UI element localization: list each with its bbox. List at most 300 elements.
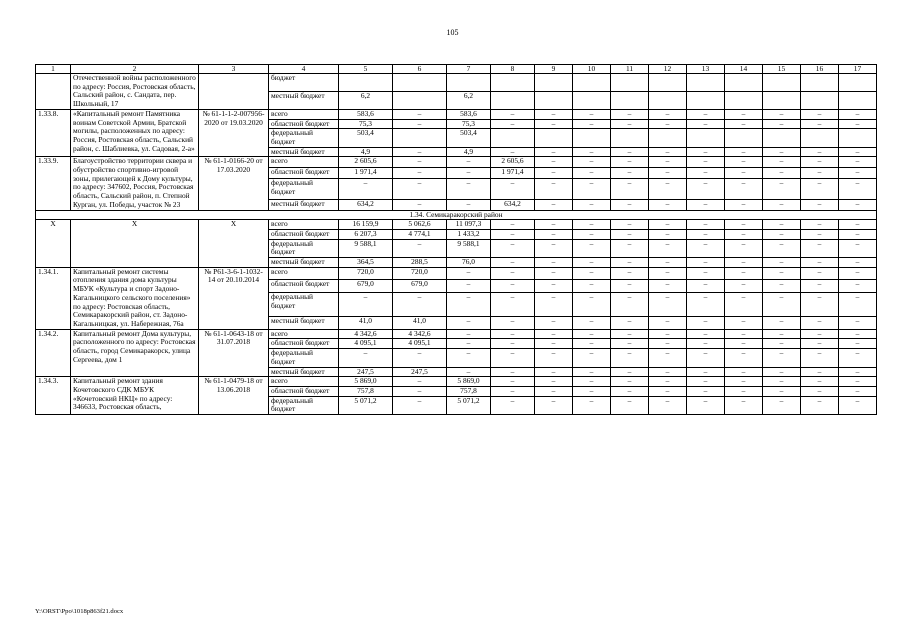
amount-cell-col-14: – bbox=[725, 147, 763, 157]
amount-cell-col-13: – bbox=[687, 258, 725, 268]
amount-cell-col-9: – bbox=[535, 119, 573, 129]
column-number-4: 4 bbox=[269, 65, 339, 74]
column-number-12: 12 bbox=[649, 65, 687, 74]
funding-source-cell: бюджет bbox=[269, 74, 339, 92]
amount-cell-col-15: – bbox=[763, 367, 801, 377]
amount-cell-col-17: – bbox=[839, 280, 877, 293]
amount-cell-col-16: – bbox=[801, 157, 839, 168]
amount-cell-col-17: – bbox=[839, 293, 877, 317]
amount-cell-col-12 bbox=[649, 74, 687, 92]
funding-source-cell: федеральный бюджет bbox=[269, 396, 339, 414]
amount-cell-col-14 bbox=[725, 74, 763, 92]
budget-row bbox=[36, 109, 877, 119]
amount-cell-col-14: – bbox=[725, 267, 763, 280]
funding-source-cell: всего bbox=[269, 157, 339, 168]
amount-cell-col-7: – bbox=[447, 293, 491, 317]
budget-row bbox=[36, 220, 877, 230]
amount-cell-col-11: – bbox=[611, 329, 649, 339]
amount-cell-col-14: – bbox=[725, 377, 763, 387]
amount-cell-col-10: – bbox=[573, 157, 611, 168]
amount-cell-col-12: – bbox=[649, 199, 687, 210]
amount-cell-col-14: – bbox=[725, 396, 763, 414]
amount-cell-col-11 bbox=[611, 91, 649, 109]
amount-cell-col-17: – bbox=[839, 396, 877, 414]
amount-cell-col-17: – bbox=[839, 267, 877, 280]
amount-cell-col-11: – bbox=[611, 377, 649, 387]
amount-cell-col-16: – bbox=[801, 168, 839, 179]
amount-cell-col-7: 9 588,1 bbox=[447, 239, 491, 257]
amount-cell-col-16 bbox=[801, 129, 839, 147]
column-number-2: 2 bbox=[71, 65, 199, 74]
amount-cell-col-10: – bbox=[573, 220, 611, 230]
amount-cell-col-12: – bbox=[649, 339, 687, 349]
amount-cell-col-7: 1 433,2 bbox=[447, 229, 491, 239]
amount-cell-col-6: 720,0 bbox=[393, 267, 447, 280]
amount-cell-col-13: – bbox=[687, 147, 725, 157]
amount-cell-col-5: 5 869,0 bbox=[339, 377, 393, 387]
amount-cell-col-5: 679,0 bbox=[339, 280, 393, 293]
amount-cell-col-12: – bbox=[649, 329, 687, 339]
funding-source-cell: областной бюджет bbox=[269, 168, 339, 179]
amount-cell-col-12: – bbox=[649, 377, 687, 387]
amount-cell-col-13: – bbox=[687, 280, 725, 293]
amount-cell-col-11: – bbox=[611, 317, 649, 330]
funding-source-cell: всего bbox=[269, 109, 339, 119]
amount-cell-col-8: – bbox=[491, 119, 535, 129]
amount-cell-col-17: – bbox=[839, 109, 877, 119]
amount-cell-col-15: – bbox=[763, 396, 801, 414]
amount-cell-col-7: 583,6 bbox=[447, 109, 491, 119]
amount-cell-col-6: 679,0 bbox=[393, 280, 447, 293]
amount-cell-col-5: 364,5 bbox=[339, 258, 393, 268]
item-number-cell: 1.34.1. bbox=[36, 267, 71, 329]
amount-cell-col-13 bbox=[687, 129, 725, 147]
budget-row bbox=[36, 74, 877, 92]
amount-cell-col-7: – bbox=[447, 349, 491, 367]
amount-cell-col-10: – bbox=[573, 179, 611, 200]
amount-cell-col-6 bbox=[393, 129, 447, 147]
amount-cell-col-15: – bbox=[763, 267, 801, 280]
amount-cell-col-14: – bbox=[725, 199, 763, 210]
amount-cell-col-15: – bbox=[763, 377, 801, 387]
amount-cell-col-12: – bbox=[649, 396, 687, 414]
amount-cell-col-13: – bbox=[687, 317, 725, 330]
amount-cell-col-7: – bbox=[447, 317, 491, 330]
amount-cell-col-11: – bbox=[611, 396, 649, 414]
amount-cell-col-7: 4,9 bbox=[447, 147, 491, 157]
amount-cell-col-16: – bbox=[801, 109, 839, 119]
amount-cell-col-17: – bbox=[839, 229, 877, 239]
amount-cell-col-8: 634,2 bbox=[491, 199, 535, 210]
column-number-15: 15 bbox=[763, 65, 801, 74]
amount-cell-col-5: 757,8 bbox=[339, 386, 393, 396]
item-number-cell: Х bbox=[36, 220, 71, 268]
amount-cell-col-6: 41,0 bbox=[393, 317, 447, 330]
amount-cell-col-12: – bbox=[649, 119, 687, 129]
amount-cell-col-11: – bbox=[611, 147, 649, 157]
amount-cell-col-9: – bbox=[535, 258, 573, 268]
amount-cell-col-10: – bbox=[573, 109, 611, 119]
item-number-cell: 1.33.9. bbox=[36, 157, 71, 210]
amount-cell-col-16: – bbox=[801, 220, 839, 230]
amount-cell-col-11: – bbox=[611, 199, 649, 210]
amount-cell-col-13: – bbox=[687, 199, 725, 210]
amount-cell-col-15: – bbox=[763, 229, 801, 239]
amount-cell-col-15: – bbox=[763, 293, 801, 317]
funding-source-cell: областной бюджет bbox=[269, 229, 339, 239]
amount-cell-col-16: – bbox=[801, 386, 839, 396]
amount-cell-col-15: – bbox=[763, 157, 801, 168]
amount-cell-col-8: – bbox=[491, 229, 535, 239]
amount-cell-col-7 bbox=[447, 74, 491, 92]
amount-cell-col-6 bbox=[393, 74, 447, 92]
object-name-cell: Капитальный ремонт Дома культуры, расположенного по адресу: Ростовская область, город Семикаракорск, улица Сергеева, дом 1 bbox=[71, 329, 199, 377]
amount-cell-col-8: – bbox=[491, 179, 535, 200]
amount-cell-col-12: – bbox=[649, 179, 687, 200]
amount-cell-col-13: – bbox=[687, 119, 725, 129]
amount-cell-col-17: – bbox=[839, 199, 877, 210]
amount-cell-col-6: 288,5 bbox=[393, 258, 447, 268]
amount-cell-col-5: 503,4 bbox=[339, 129, 393, 147]
amount-cell-col-14: – bbox=[725, 339, 763, 349]
amount-cell-col-14: – bbox=[725, 157, 763, 168]
amount-cell-col-7: 6,2 bbox=[447, 91, 491, 109]
funding-source-cell: местный бюджет bbox=[269, 147, 339, 157]
amount-cell-col-9: – bbox=[535, 280, 573, 293]
amount-cell-col-16 bbox=[801, 91, 839, 109]
amount-cell-col-10 bbox=[573, 91, 611, 109]
amount-cell-col-16: – bbox=[801, 199, 839, 210]
amount-cell-col-8: – bbox=[491, 377, 535, 387]
amount-cell-col-14: – bbox=[725, 168, 763, 179]
amount-cell-col-5: 4 095,1 bbox=[339, 339, 393, 349]
amount-cell-col-9: – bbox=[535, 339, 573, 349]
amount-cell-col-12 bbox=[649, 91, 687, 109]
budget-row bbox=[36, 157, 877, 168]
amount-cell-col-10: – bbox=[573, 339, 611, 349]
amount-cell-col-6: – bbox=[393, 109, 447, 119]
amount-cell-col-15: – bbox=[763, 168, 801, 179]
amount-cell-col-12: – bbox=[649, 109, 687, 119]
amount-cell-col-12: – bbox=[649, 258, 687, 268]
amount-cell-col-17 bbox=[839, 74, 877, 92]
amount-cell-col-5: 6,2 bbox=[339, 91, 393, 109]
amount-cell-col-13: – bbox=[687, 367, 725, 377]
amount-cell-col-16: – bbox=[801, 349, 839, 367]
amount-cell-col-17: – bbox=[839, 179, 877, 200]
amount-cell-col-9: – bbox=[535, 239, 573, 257]
amount-cell-col-13: – bbox=[687, 168, 725, 179]
amount-cell-col-7: 76,0 bbox=[447, 258, 491, 268]
amount-cell-col-17: – bbox=[839, 386, 877, 396]
funding-source-cell: областной бюджет bbox=[269, 280, 339, 293]
amount-cell-col-11: – bbox=[611, 109, 649, 119]
amount-cell-col-9: – bbox=[535, 147, 573, 157]
amount-cell-col-17: – bbox=[839, 349, 877, 367]
amount-cell-col-15 bbox=[763, 74, 801, 92]
amount-cell-col-16: – bbox=[801, 239, 839, 257]
amount-cell-col-11: – bbox=[611, 267, 649, 280]
amount-cell-col-15: – bbox=[763, 339, 801, 349]
amount-cell-col-14: – bbox=[725, 109, 763, 119]
column-number-row bbox=[36, 65, 877, 74]
amount-cell-col-13: – bbox=[687, 339, 725, 349]
object-name-cell: Капитальный ремонт здания Кочетовского СДК МБУК «Кочетовский НКЦ» по адресу: 346633, Ростовская область, bbox=[71, 377, 199, 415]
amount-cell-col-5: 247,5 bbox=[339, 367, 393, 377]
amount-cell-col-9: – bbox=[535, 293, 573, 317]
amount-cell-col-11: – bbox=[611, 349, 649, 367]
amount-cell-col-10 bbox=[573, 74, 611, 92]
amount-cell-col-11: – bbox=[611, 179, 649, 200]
amount-cell-col-12: – bbox=[649, 349, 687, 367]
amount-cell-col-16: – bbox=[801, 339, 839, 349]
amount-cell-col-12: – bbox=[649, 147, 687, 157]
amount-cell-col-14: – bbox=[725, 229, 763, 239]
amount-cell-col-12: – bbox=[649, 157, 687, 168]
column-number-7: 7 bbox=[447, 65, 491, 74]
amount-cell-col-12: – bbox=[649, 168, 687, 179]
amount-cell-col-16: – bbox=[801, 229, 839, 239]
amount-cell-col-7: 5 071,2 bbox=[447, 396, 491, 414]
amount-cell-col-17: – bbox=[839, 367, 877, 377]
amount-cell-col-13: – bbox=[687, 396, 725, 414]
amount-cell-col-17: – bbox=[839, 329, 877, 339]
amount-cell-col-12: – bbox=[649, 220, 687, 230]
amount-cell-col-6: – bbox=[393, 293, 447, 317]
item-number-cell: 1.34.2. bbox=[36, 329, 71, 377]
amount-cell-col-5: 6 207,3 bbox=[339, 229, 393, 239]
amount-cell-col-15: – bbox=[763, 386, 801, 396]
section-header-row bbox=[36, 210, 877, 220]
amount-cell-col-10: – bbox=[573, 396, 611, 414]
page-number: 105 bbox=[446, 28, 459, 37]
amount-cell-col-7: 75,3 bbox=[447, 119, 491, 129]
amount-cell-col-5: 1 971,4 bbox=[339, 168, 393, 179]
amount-cell-col-13: – bbox=[687, 267, 725, 280]
amount-cell-col-15 bbox=[763, 129, 801, 147]
budget-table bbox=[35, 64, 877, 415]
amount-cell-col-13: – bbox=[687, 179, 725, 200]
amount-cell-col-7: 757,8 bbox=[447, 386, 491, 396]
file-path-footer: Y:\ORST\Ppo\1018p863f21.docx bbox=[35, 608, 124, 615]
amount-cell-col-12: – bbox=[649, 293, 687, 317]
column-number-11: 11 bbox=[611, 65, 649, 74]
document-cell: № 61-1-0479-18 от 13.06.2018 bbox=[199, 377, 269, 415]
document-cell: Х bbox=[199, 220, 269, 268]
amount-cell-col-14: – bbox=[725, 349, 763, 367]
amount-cell-col-17: – bbox=[839, 119, 877, 129]
amount-cell-col-9: – bbox=[535, 267, 573, 280]
column-number-1: 1 bbox=[36, 65, 71, 74]
amount-cell-col-9: – bbox=[535, 329, 573, 339]
amount-cell-col-10: – bbox=[573, 386, 611, 396]
amount-cell-col-8: – bbox=[491, 147, 535, 157]
column-number-14: 14 bbox=[725, 65, 763, 74]
amount-cell-col-5: 75,3 bbox=[339, 119, 393, 129]
funding-source-cell: областной бюджет bbox=[269, 339, 339, 349]
amount-cell-col-11: – bbox=[611, 293, 649, 317]
amount-cell-col-8: – bbox=[491, 293, 535, 317]
amount-cell-col-14: – bbox=[725, 239, 763, 257]
table-body bbox=[36, 74, 877, 415]
amount-cell-col-5: 583,6 bbox=[339, 109, 393, 119]
funding-source-cell: местный бюджет bbox=[269, 91, 339, 109]
amount-cell-col-7: 503,4 bbox=[447, 129, 491, 147]
amount-cell-col-13: – bbox=[687, 386, 725, 396]
amount-cell-col-17: – bbox=[839, 147, 877, 157]
amount-cell-col-13 bbox=[687, 74, 725, 92]
amount-cell-col-7: – bbox=[447, 168, 491, 179]
amount-cell-col-10: – bbox=[573, 377, 611, 387]
document-cell bbox=[199, 74, 269, 110]
amount-cell-col-9 bbox=[535, 129, 573, 147]
amount-cell-col-10: – bbox=[573, 317, 611, 330]
amount-cell-col-10: – bbox=[573, 199, 611, 210]
amount-cell-col-17: – bbox=[839, 377, 877, 387]
amount-cell-col-11 bbox=[611, 129, 649, 147]
amount-cell-col-8: – bbox=[491, 258, 535, 268]
amount-cell-col-17 bbox=[839, 129, 877, 147]
amount-cell-col-16: – bbox=[801, 396, 839, 414]
amount-cell-col-13: – bbox=[687, 329, 725, 339]
amount-cell-col-9: – bbox=[535, 157, 573, 168]
amount-cell-col-8: – bbox=[491, 267, 535, 280]
amount-cell-col-11: – bbox=[611, 119, 649, 129]
funding-source-cell: всего bbox=[269, 220, 339, 230]
amount-cell-col-5: 9 588,1 bbox=[339, 239, 393, 257]
amount-cell-col-5: – bbox=[339, 349, 393, 367]
amount-cell-col-15: – bbox=[763, 109, 801, 119]
amount-cell-col-10: – bbox=[573, 168, 611, 179]
amount-cell-col-15: – bbox=[763, 258, 801, 268]
amount-cell-col-12: – bbox=[649, 367, 687, 377]
amount-cell-col-8: – bbox=[491, 220, 535, 230]
amount-cell-col-15: – bbox=[763, 239, 801, 257]
amount-cell-col-6 bbox=[393, 91, 447, 109]
amount-cell-col-14: – bbox=[725, 179, 763, 200]
amount-cell-col-13: – bbox=[687, 220, 725, 230]
amount-cell-col-5 bbox=[339, 74, 393, 92]
amount-cell-col-11 bbox=[611, 74, 649, 92]
amount-cell-col-12: – bbox=[649, 229, 687, 239]
amount-cell-col-7: – bbox=[447, 179, 491, 200]
amount-cell-col-16: – bbox=[801, 258, 839, 268]
amount-cell-col-13: – bbox=[687, 349, 725, 367]
amount-cell-col-16: – bbox=[801, 147, 839, 157]
funding-source-cell: федеральный бюджет bbox=[269, 349, 339, 367]
amount-cell-col-5: – bbox=[339, 293, 393, 317]
amount-cell-col-6: – bbox=[393, 349, 447, 367]
amount-cell-col-9: – bbox=[535, 377, 573, 387]
column-number-10: 10 bbox=[573, 65, 611, 74]
amount-cell-col-14: – bbox=[725, 367, 763, 377]
amount-cell-col-6: – bbox=[393, 396, 447, 414]
amount-cell-col-8: – bbox=[491, 239, 535, 257]
column-number-16: 16 bbox=[801, 65, 839, 74]
amount-cell-col-10: – bbox=[573, 267, 611, 280]
column-number-3: 3 bbox=[199, 65, 269, 74]
funding-source-cell: федеральный бюджет bbox=[269, 293, 339, 317]
amount-cell-col-5: 720,0 bbox=[339, 267, 393, 280]
amount-cell-col-7: – bbox=[447, 339, 491, 349]
amount-cell-col-12: – bbox=[649, 317, 687, 330]
amount-cell-col-7: – bbox=[447, 267, 491, 280]
amount-cell-col-14: – bbox=[725, 119, 763, 129]
amount-cell-col-9: – bbox=[535, 220, 573, 230]
funding-source-cell: местный бюджет bbox=[269, 317, 339, 330]
amount-cell-col-9 bbox=[535, 91, 573, 109]
amount-cell-col-14 bbox=[725, 91, 763, 109]
amount-cell-col-13: – bbox=[687, 377, 725, 387]
amount-cell-col-10: – bbox=[573, 329, 611, 339]
amount-cell-col-15: – bbox=[763, 199, 801, 210]
amount-cell-col-9 bbox=[535, 74, 573, 92]
amount-cell-col-9: – bbox=[535, 168, 573, 179]
amount-cell-col-9: – bbox=[535, 367, 573, 377]
amount-cell-col-12: – bbox=[649, 280, 687, 293]
funding-source-cell: всего bbox=[269, 377, 339, 387]
object-name-cell: Отечественной войны расположенного по адресу: Россия, Ростовская область, Сальский район, с. Сандата, пер. Школьный, 17 bbox=[71, 74, 199, 110]
amount-cell-col-8: – bbox=[491, 280, 535, 293]
amount-cell-col-8: – bbox=[491, 329, 535, 339]
amount-cell-col-11: – bbox=[611, 168, 649, 179]
amount-cell-col-10: – bbox=[573, 349, 611, 367]
amount-cell-col-6: – bbox=[393, 119, 447, 129]
item-number-cell: 1.33.8. bbox=[36, 109, 71, 157]
amount-cell-col-8: – bbox=[491, 367, 535, 377]
amount-cell-col-11: – bbox=[611, 220, 649, 230]
funding-source-cell: всего bbox=[269, 267, 339, 280]
amount-cell-col-13: – bbox=[687, 109, 725, 119]
column-number-17: 17 bbox=[839, 65, 877, 74]
funding-source-cell: федеральный бюджет bbox=[269, 239, 339, 257]
amount-cell-col-6: 5 062,6 bbox=[393, 220, 447, 230]
amount-cell-col-13 bbox=[687, 91, 725, 109]
amount-cell-col-8 bbox=[491, 129, 535, 147]
funding-source-cell: областной бюджет bbox=[269, 386, 339, 396]
budget-row bbox=[36, 267, 877, 280]
amount-cell-col-8: – bbox=[491, 396, 535, 414]
amount-cell-col-6: – bbox=[393, 179, 447, 200]
amount-cell-col-5: 4,9 bbox=[339, 147, 393, 157]
funding-source-cell: всего bbox=[269, 329, 339, 339]
amount-cell-col-16: – bbox=[801, 367, 839, 377]
amount-cell-col-5: 2 605,6 bbox=[339, 157, 393, 168]
amount-cell-col-17: – bbox=[839, 239, 877, 257]
amount-cell-col-10: – bbox=[573, 239, 611, 257]
amount-cell-col-7: – bbox=[447, 280, 491, 293]
amount-cell-col-14: – bbox=[725, 317, 763, 330]
amount-cell-col-6: – bbox=[393, 199, 447, 210]
amount-cell-col-5: – bbox=[339, 179, 393, 200]
amount-cell-col-9: – bbox=[535, 349, 573, 367]
document-cell: № 61-1-0643-18 от 31.07.2018 bbox=[199, 329, 269, 377]
amount-cell-col-11: – bbox=[611, 339, 649, 349]
amount-cell-col-8: – bbox=[491, 317, 535, 330]
amount-cell-col-10: – bbox=[573, 147, 611, 157]
amount-cell-col-16: – bbox=[801, 267, 839, 280]
amount-cell-col-13: – bbox=[687, 229, 725, 239]
amount-cell-col-8: 1 971,4 bbox=[491, 168, 535, 179]
amount-cell-col-7: 11 097,3 bbox=[447, 220, 491, 230]
amount-cell-col-15: – bbox=[763, 349, 801, 367]
amount-cell-col-11: – bbox=[611, 386, 649, 396]
funding-source-cell: местный бюджет bbox=[269, 367, 339, 377]
amount-cell-col-5: 16 159,9 bbox=[339, 220, 393, 230]
amount-cell-col-7: 5 869,0 bbox=[447, 377, 491, 387]
amount-cell-col-16: – bbox=[801, 179, 839, 200]
funding-source-cell: местный бюджет bbox=[269, 199, 339, 210]
